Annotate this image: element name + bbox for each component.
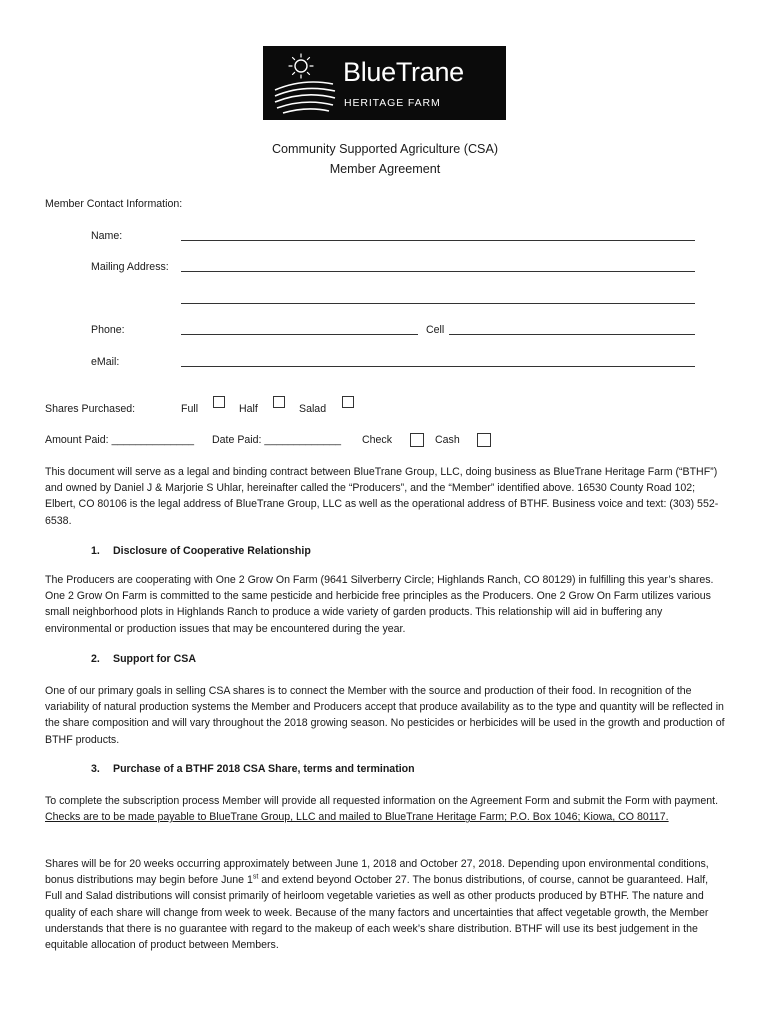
section-2-heading: Support for CSA — [113, 653, 196, 665]
date-paid-label: Date Paid: — [212, 434, 262, 446]
cell-field[interactable] — [449, 334, 695, 335]
shares-paragraph-start: Shares will be for 20 weeks occurring approximately between June 1, 2018 and October 27, 2018. Depending upon environmental conditions, bonus distributions may begin before June 1 — [45, 858, 709, 887]
section-2-number: 2. — [91, 653, 100, 665]
logo-subtitle: HERITAGE FARM — [344, 97, 441, 109]
section-3-heading: Purchase of a BTHF 2018 CSA Share, terms and termination — [113, 763, 415, 775]
phone-label: Phone: — [91, 324, 125, 336]
section-3-shares-paragraph — [45, 856, 725, 953]
name-field[interactable] — [181, 240, 695, 241]
share-half-checkbox[interactable] — [273, 396, 285, 408]
share-option-full-label: Full — [181, 403, 199, 415]
sun-field-icon — [263, 46, 343, 120]
section-2-body: One of our primary goals in selling CSA shares is to connect the Member with the source and production of their food. In recognition of the variability of natural production systems the Member and Producers accept that produce availability as to the type and quantity will be reflected in the share composition and will vary throughout the 2018 growing season. No pesticides or herbicides will be used in the growth and production of BTHF products. — [45, 685, 725, 746]
share-salad-checkbox[interactable] — [342, 396, 354, 408]
cell-label: Cell — [426, 324, 445, 336]
section-3-body-text: To complete the subscription process Member will provide all requested information on the Agreement Form and submit the Form with payment. — [45, 795, 719, 807]
intro-paragraph: This document will serve as a legal and binding contract between BlueTrane Group, LLC, doing business as BlueTrane Heritage Farm (“BTHF”) and owned by Daniel J & Marjorie S Uhlar, hereinafter called the “Producers”, and the “Member” identified above. 16530 County Road 102; Elbert, CO 80106 is the legal address of BlueTrane Group, LLC as well as the operational address of BTHF. Business voice and text: (303) 552-6538. — [45, 466, 719, 527]
mailing-address-field-line2[interactable] — [181, 303, 695, 304]
document-title-line2: Member Agreement — [329, 162, 441, 176]
contact-section-label: Member Contact Information: — [45, 198, 183, 210]
shares-paragraph-end: and extend beyond October 27. The bonus distributions, of course, cannot be guaranteed. Half, Full and Salad distributions will consist primarily of heirloom vegetable varieties as well as other products produced by BTHF. The nature and quality of each share will change from week to week. Because of the many factors and uncertainties that affect vegetable growth, the Member understands that there is no guarantee with regard to the makeup of each week’s share distribution. BTHF will use its best judgement in the equitable allocation of product between Members. — [45, 874, 709, 952]
check-checkbox[interactable] — [410, 433, 424, 447]
section-1-number: 1. — [91, 545, 100, 557]
check-label: Check — [362, 434, 393, 446]
document-title-line1: Community Supported Agriculture (CSA) — [271, 142, 499, 156]
date-paid-field[interactable]: _____________ — [264, 434, 342, 446]
cash-label: Cash — [435, 434, 460, 446]
section-1-body: The Producers are cooperating with One 2 Grow On Farm (9641 Silverberry Circle; Highlands Ranch, CO 80129) in fulfilling this year’s shares. One 2 Grow On Farm is committed to the same pesticide and herbicide free principles as the Producers. One 2 Grow On Farm utilizes various small neighborhood plots in Highlands Ranch to produce a wide variety of garden products. This relationship will aid in buffering any environmental or production issues that may be encountered during the year. — [45, 574, 714, 635]
phone-field[interactable] — [181, 334, 418, 335]
email-label: eMail: — [91, 356, 120, 368]
section-1-heading: Disclosure of Cooperative Relationship — [113, 545, 311, 557]
amount-paid-label: Amount Paid: — [45, 434, 109, 446]
bluetrane-logo — [263, 46, 506, 120]
section-3-number: 3. — [91, 763, 100, 775]
mailing-address-label: Mailing Address: — [91, 261, 169, 273]
name-label: Name: — [91, 230, 123, 242]
shares-paragraph-superscript: st — [252, 873, 259, 881]
logo-name: BlueTrane — [343, 57, 464, 87]
payment-instructions: Checks are to be made payable to BlueTrane Group, LLC and mailed to BlueTrane Heritage Farm; P.O. Box 1046; Kiowa, CO 80117. — [45, 811, 669, 824]
cash-checkbox[interactable] — [477, 433, 491, 447]
amount-paid-field[interactable]: ______________ — [111, 434, 195, 446]
share-option-salad-label: Salad — [299, 403, 327, 415]
mailing-address-field[interactable] — [181, 271, 695, 272]
share-full-checkbox[interactable] — [213, 396, 225, 408]
email-field[interactable] — [181, 366, 695, 367]
share-option-half-label: Half — [239, 403, 258, 415]
amount-paid-row — [45, 432, 194, 448]
section-3-body — [45, 793, 725, 825]
date-paid-row — [212, 432, 341, 448]
shares-purchased-label: Shares Purchased: — [45, 403, 136, 415]
